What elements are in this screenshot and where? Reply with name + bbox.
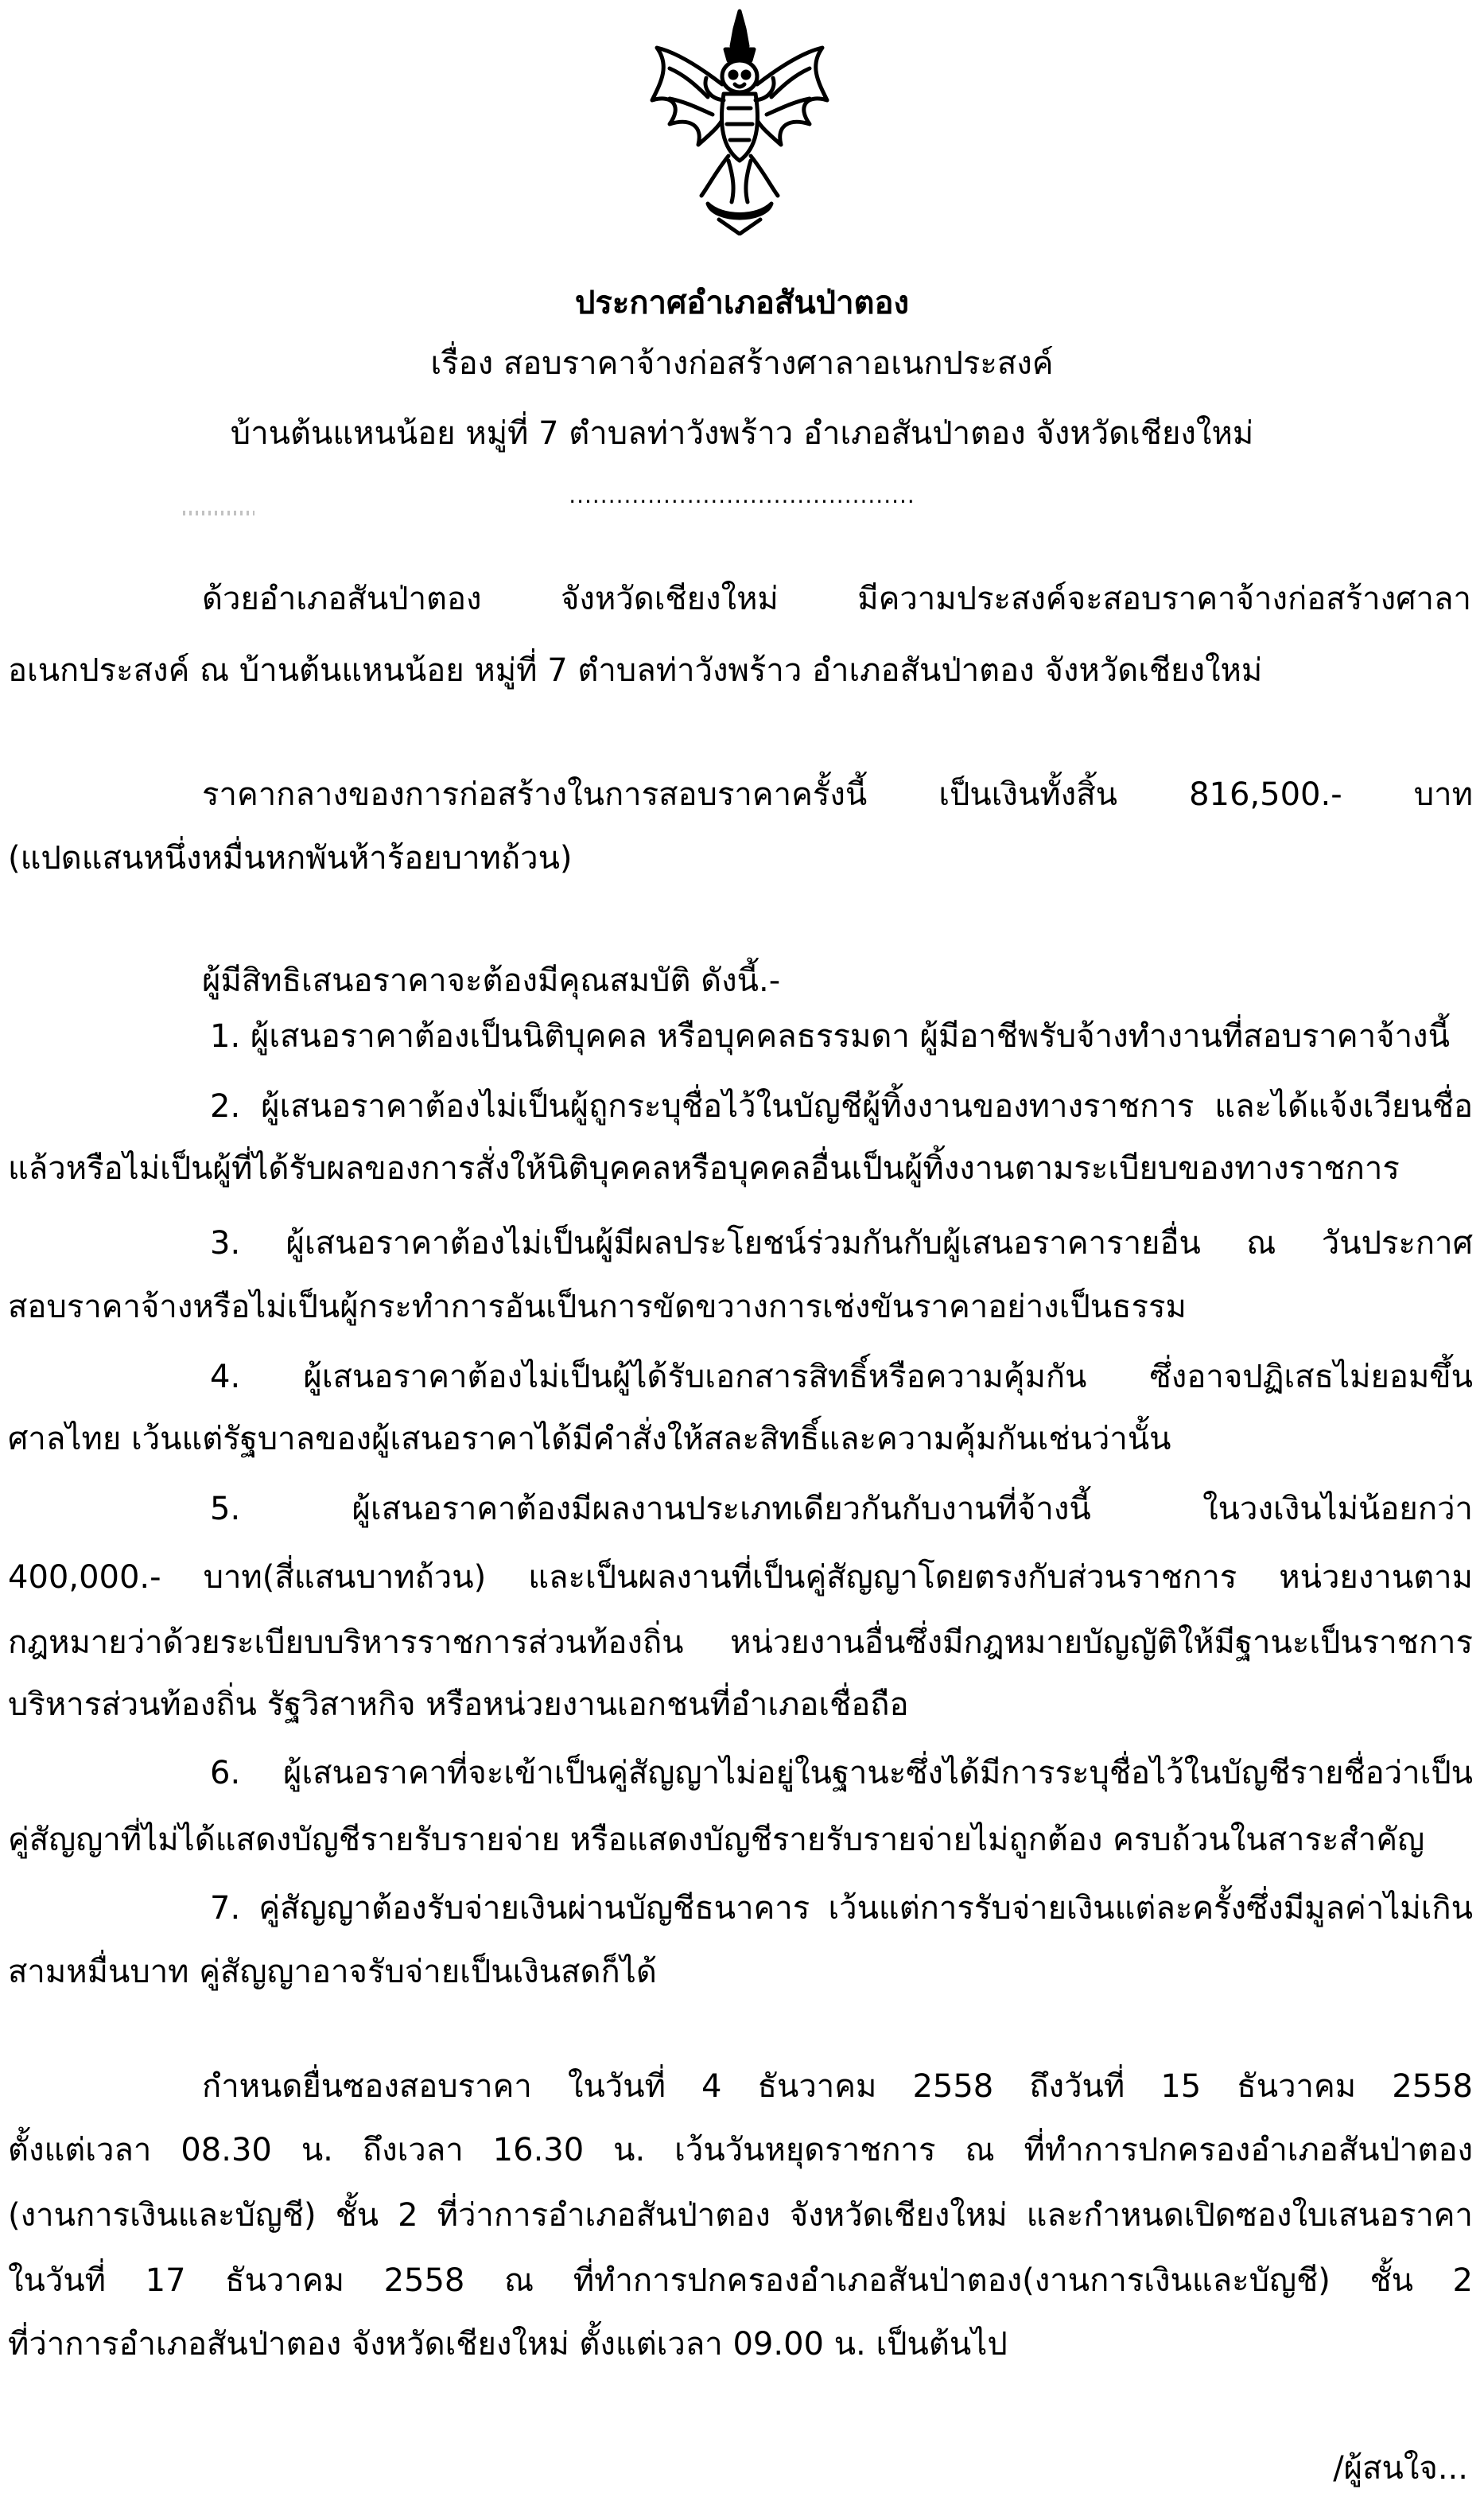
schedule-line-4: ในวันที่ 17 ธันวาคม 2558 ณ ที่ทำการปกครองอำเภอสันป่าตอง(งานการเงินและบัญชี) ชั้น 2 bbox=[8, 2262, 1473, 2299]
schedule-line-2: ตั้งแต่เวลา 08.30 น. ถึงเวลา 16.30 น. เว้นวันหยุดราชการ ณ ที่ทำการปกครองอำเภอสันป่าตอง bbox=[8, 2132, 1473, 2168]
schedule-line-5: ที่ว่าการอำเภอสันป่าตอง จังหวัดเชียงใหม่ ตั้งแต่เวลา 09.00 น. เป็นต้นไป bbox=[8, 2326, 1008, 2363]
qualification-item-5-line-1: 5. ผู้เสนอราคาต้องมีผลงานประเภทเดียวกันกับงานที่จ้างนี้ ในวงเงินไม่น้อยกว่า bbox=[210, 1491, 1473, 1527]
document-title: ประกาศอำเภอสันป่าตอง bbox=[574, 285, 910, 321]
scan-mark bbox=[183, 511, 254, 515]
document-subject: เรื่อง สอบราคาจ้างก่อสร้างศาลาอเนกประสงค์ bbox=[430, 345, 1054, 382]
qualification-item-5-line-4: บริหารส่วนท้องถิ่น รัฐวิสาหกิจ หรือหน่วยงานเอกชนที่อำเภอเชื่อถือ bbox=[8, 1686, 909, 1723]
garuda-emblem-icon bbox=[646, 5, 833, 235]
qualifications-heading: ผู้มีสิทธิเสนอราคาจะต้องมีคุณสมบัติ ดังนี้.- bbox=[202, 963, 781, 999]
price-line-2: (แปดแสนหนึ่งหมื่นหกพันห้าร้อยบาทถ้วน) bbox=[8, 840, 573, 877]
qualification-item-5-line-2: 400,000.- บาท(สี่แสนบาทถ้วน) และเป็นผลงานที่เป็นคู่สัญญาโดยตรงกับส่วนราชการ หน่วยงานตาม bbox=[8, 1559, 1473, 1596]
schedule-line-3: (งานการเงินและบัญชี) ชั้น 2 ที่ว่าการอำเภอสันป่าตอง จังหวัดเชียงใหม่ และกำหนดเปิดซองใบเสนอราคา bbox=[8, 2197, 1473, 2234]
qualification-item-2-line-2: แล้วหรือไม่เป็นผู้ที่ได้รับผลของการสั่งให้นิติบุคคลหรือบุคคลอื่นเป็นผู้ทิ้งงานตามระเบียบของทางราชการ bbox=[8, 1150, 1400, 1187]
qualification-item-7-line-2: สามหมื่นบาท คู่สัญญาอาจรับจ่ายเป็นเงินสดก็ได้ bbox=[8, 1954, 657, 1990]
qualification-item-1: 1. ผู้เสนอราคาต้องเป็นนิติบุคคล หรือบุคคลธรรมดา ผู้มีอาชีพรับจ้างทำงานที่สอบราคาจ้างนี้ bbox=[210, 1018, 1450, 1055]
qualification-item-3-line-1: 3. ผู้เสนอราคาต้องไม่เป็นผู้มีผลประโยชน์ร่วมกันกับผู้เสนอราคารายอื่น ณ วันประกาศ bbox=[210, 1225, 1473, 1262]
title-divider: ............................................ bbox=[569, 482, 915, 508]
qualification-item-6-line-2: คู่สัญญาที่ไม่ได้แสดงบัญชีรายรับรายจ่าย หรือแสดงบัญชีรายรับรายจ่ายไม่ถูกต้อง ครบถ้วนในสาระสำคัญ bbox=[8, 1822, 1425, 1858]
intro-line-2: อเนกประสงค์ ณ บ้านต้นแหนน้อย หมู่ที่ 7 ตำบลท่าวังพร้าว อำเภอสันป่าตอง จังหวัดเชียงใหม่ bbox=[8, 652, 1263, 689]
qualification-item-4-line-1: 4. ผู้เสนอราคาต้องไม่เป็นผู้ได้รับเอกสารสิทธิ์หรือความคุ้มกัน ซึ่งอาจปฏิเสธไม่ยอมขึ้น bbox=[210, 1359, 1473, 1395]
price-line-1: ราคากลางของการก่อสร้างในการสอบราคาครั้งนี้ เป็นเงินทั้งสิ้น 816,500.- บาท bbox=[202, 776, 1473, 813]
qualification-item-7-line-1: 7. คู่สัญญาต้องรับจ่ายเงินผ่านบัญชีธนาคาร เว้นแต่การรับจ่ายเงินแต่ละครั้งซึ่งมีมูลค่าไม่เกิน bbox=[210, 1890, 1473, 1927]
qualification-item-3-line-2: สอบราคาจ้างหรือไม่เป็นผู้กระทำการอันเป็นการขัดขวางการเช่งขันราคาอย่างเป็นธรรม bbox=[8, 1289, 1187, 1325]
qualification-item-4-line-2: ศาลไทย เว้นแต่รัฐบาลของผู้เสนอราคาได้มีคำสั่งให้สละสิทธิ์และความคุ้มกันเช่นว่านั้น bbox=[8, 1421, 1171, 1457]
qualification-item-5-line-3: กฎหมายว่าด้วยระเบียบบริหารราชการส่วนท้องถิ่น หน่วยงานอื่นซึ่งมีกฎหมายบัญญัติให้มีฐานะเป็นราชการ bbox=[8, 1624, 1473, 1661]
schedule-line-1: กำหนดยื่นซองสอบราคา ในวันที่ 4 ธันวาคม 2558 ถึงวันที่ 15 ธันวาคม 2558 bbox=[202, 2068, 1473, 2105]
intro-line-1: ด้วยอำเภอสันป่าตอง จังหวัดเชียงใหม่ มีความประสงค์จะสอบราคาจ้างก่อสร้างศาลา bbox=[202, 581, 1471, 617]
qualification-item-2-line-1: 2. ผู้เสนอราคาต้องไม่เป็นผู้ถูกระบุชื่อไว้ในบัญชีผู้ทิ้งงานของทางราชการ และได้แจ้งเวียนชื่อ bbox=[210, 1088, 1473, 1125]
continuation-marker: /ผู้สนใจ... bbox=[1333, 2450, 1468, 2487]
document-location: บ้านต้นแหนน้อย หมู่ที่ 7 ตำบลท่าวังพร้าว อำเภอสันป่าตอง จังหวัดเชียงใหม่ bbox=[230, 415, 1254, 452]
qualification-item-6-line-1: 6. ผู้เสนอราคาที่จะเข้าเป็นคู่สัญญาไม่อยู่ในฐานะซึ่งได้มีการระบุชื่อไว้ในบัญชีรายชื่อว่าเป็น bbox=[210, 1755, 1473, 1791]
